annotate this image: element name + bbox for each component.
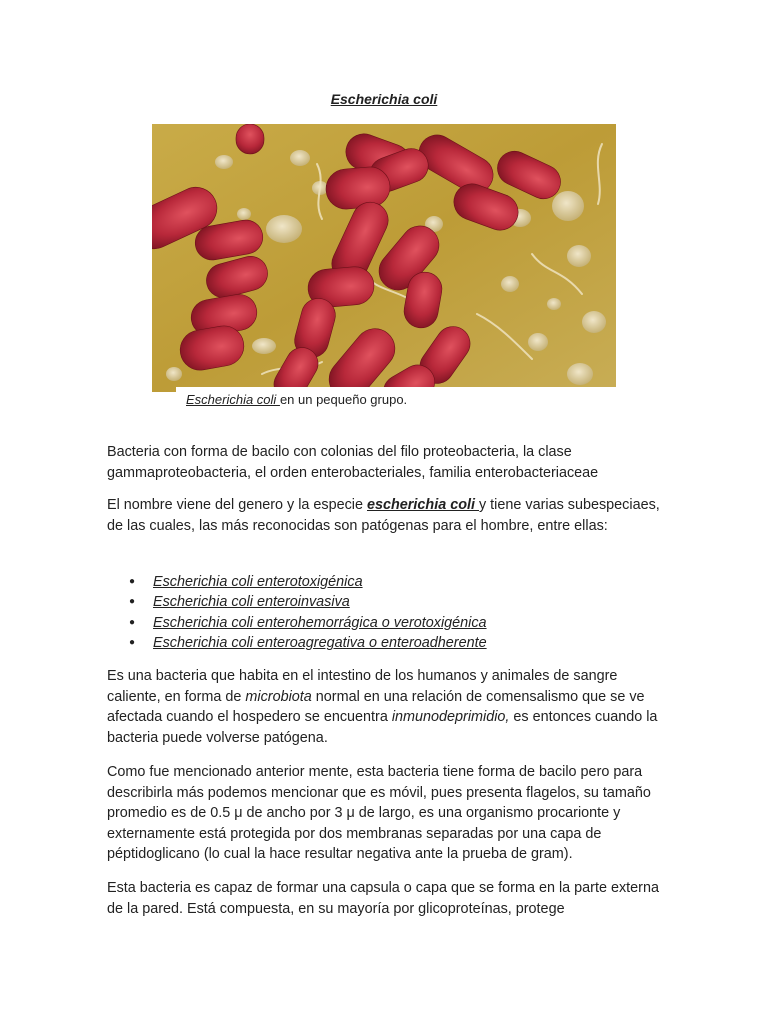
p3-text-b: normal en una relación de comensalismo que se ve afectada cuando el hospedero se encuentra (107, 688, 645, 725)
bullet-icon: ● (129, 576, 136, 587)
figure-caption (176, 387, 616, 413)
subspecies-label: Escherichia coli enterotoxigénica (153, 574, 363, 590)
term-inmunodeprimido: inmunodeprimidio, (391, 709, 510, 725)
term-microbiota: microbiota (245, 688, 312, 705)
list-item (107, 592, 487, 612)
caption-text: en un pequeño grupo. (279, 392, 408, 407)
p2-text-after: y tiene varias subespeciaes, de las cuales, las más reconocidas son patógenas para el hombre, entre ellas: (107, 497, 660, 534)
bullet-icon: ● (129, 616, 136, 628)
paragraph-name-origin (107, 495, 667, 536)
subspecies-label: Escherichia coli enterohemorrágica o verotoxigénica (153, 614, 487, 631)
document-title: Escherichia coli (330, 91, 438, 107)
p3-text-c: es entonces cuando la bacteria puede volverse patógena. (107, 709, 658, 746)
paragraph-habitat (107, 666, 667, 748)
p2-text-before: El nombre viene del genero y la especie (107, 497, 367, 513)
bullet-icon: ● (129, 596, 136, 608)
micrograph-illustration (152, 124, 616, 392)
subspecies-label: Escherichia coli enteroinvasiva (153, 594, 350, 611)
subspecies-list (107, 572, 487, 654)
p3-text-a: Es una bacteria que habita en el intestino de los humanos y animales de sangre caliente, en forma de (107, 668, 618, 705)
species-name-emphasis: escherichia coli (367, 497, 479, 513)
list-item (107, 572, 487, 592)
list-item (107, 613, 487, 633)
list-item (107, 633, 487, 653)
ecoli-micrograph-image (152, 124, 616, 392)
bullet-icon: ● (129, 637, 136, 649)
caption-species-name: Escherichia coli (186, 392, 280, 407)
subspecies-label: Escherichia coli enteroagregativa o enteroadherente (153, 635, 487, 652)
paragraph-morphology: Como fue mencionado anterior mente, esta bacteria tiene forma de bacilo pero para describirla más podemos mencionar que es móvil, pues presenta flagelos, su tamaño promedio es de 0.5 μ de ancho por 3 μ de largo, es una organismo procarionte y externamente está protegida por dos membranas separadas por una capa de péptidoglicano (lo cual la hace resultar negativa ante la prueba de gram). (107, 764, 651, 862)
paragraph-capsule: Esta bacteria es capaz de formar una capsula o capa que se forma en la parte externa de la pared. Está compuesta, en su mayoría por glicoproteínas, protege (107, 880, 659, 917)
paragraph-classification: Bacteria con forma de bacilo con colonias del filo proteobacteria, la clase gammaproteobacteria, el orden enterobacteriales, familia enterobacteriaceae (107, 444, 599, 481)
